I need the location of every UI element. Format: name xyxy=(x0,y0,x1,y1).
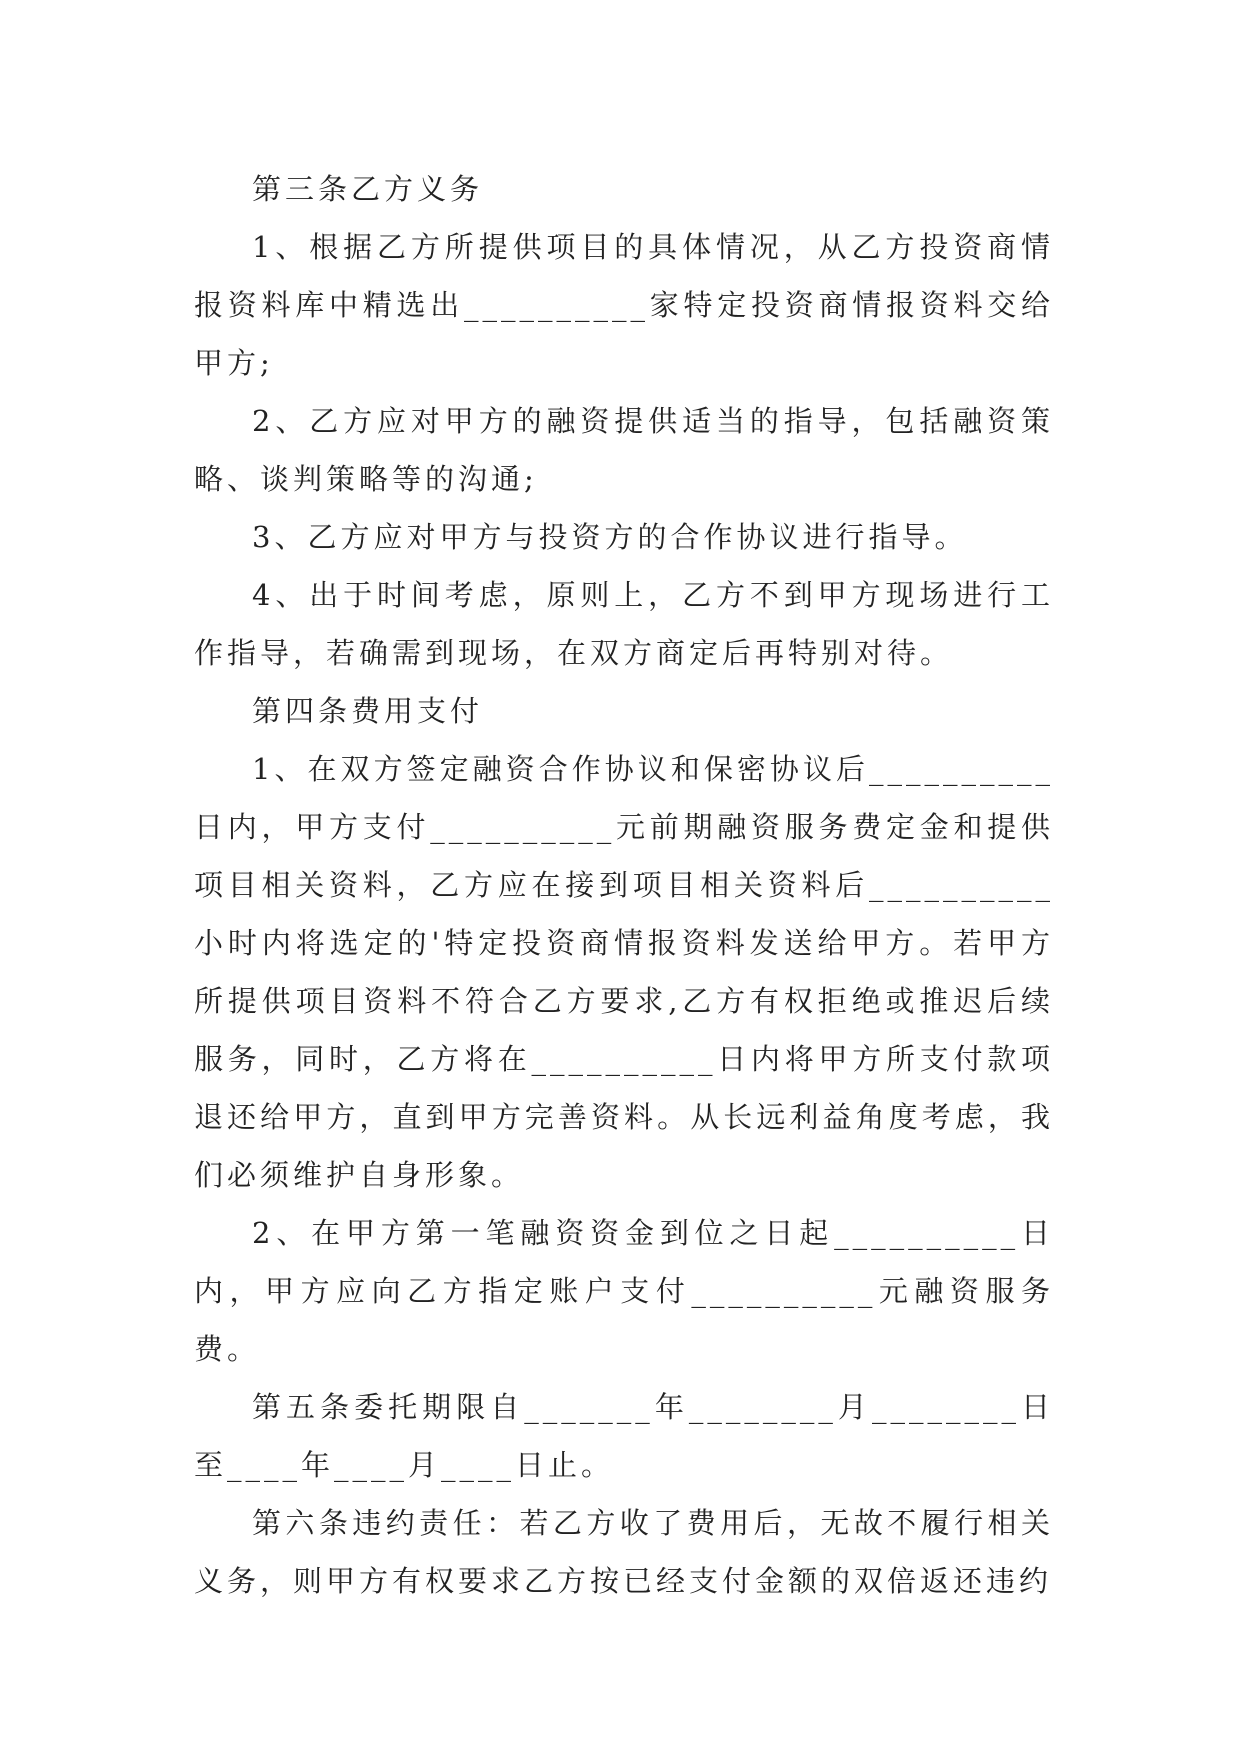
article-4-item-1: 1、在双方签定融资合作协议和保密协议后__________日内，甲方支付__________元前期融资服务费定金和提供项目相关资料，乙方应在接到项目相关资料后__________小时内将选定的'特定投资商情报资料发送给甲方。若甲方所提供项目资料不符合乙方要求,乙方有权拒绝或推迟后续服务，同时，乙方将在__________日内将甲方所支付款项退还给甲方，直到甲方完善资料。从长远利益角度考虑，我们必须维护自身形象。 xyxy=(194,752,1054,1192)
article-3-item-4: 4、出于时间考虑，原则上，乙方不到甲方现场进行工作指导，若确需到现场，在双方商定后再特别对待。 xyxy=(194,578,1054,670)
article-3-item-3: 3、乙方应对甲方与投资方的合作协议进行指导。 xyxy=(252,520,968,554)
article-3-heading: 第三条乙方义务 xyxy=(252,172,484,206)
article-4-heading: 第四条费用支付 xyxy=(252,694,484,728)
article-5-term: 第五条委托期限自_______年________月________日至____年____月____日止。 xyxy=(194,1390,1054,1482)
article-3-item-2: 2、乙方应对甲方的融资提供适当的指导，包括融资策略、谈判策略等的沟通; xyxy=(194,404,1054,496)
document-body xyxy=(194,160,1054,1610)
article-4-item-2: 2、在甲方第一笔融资资金到位之日起__________日内，甲方应向乙方指定账户支付__________元融资服务费。 xyxy=(194,1216,1054,1366)
article-3-item-1: 1、根据乙方所提供项目的具体情况，从乙方投资商情报资料库中精选出__________家特定投资商情报资料交给甲方; xyxy=(194,230,1054,380)
article-6-liability: 第六条违约责任：若乙方收了费用后，无故不履行相关义务，则甲方有权要求乙方按已经支付金额的双倍返还违约 xyxy=(194,1506,1054,1598)
